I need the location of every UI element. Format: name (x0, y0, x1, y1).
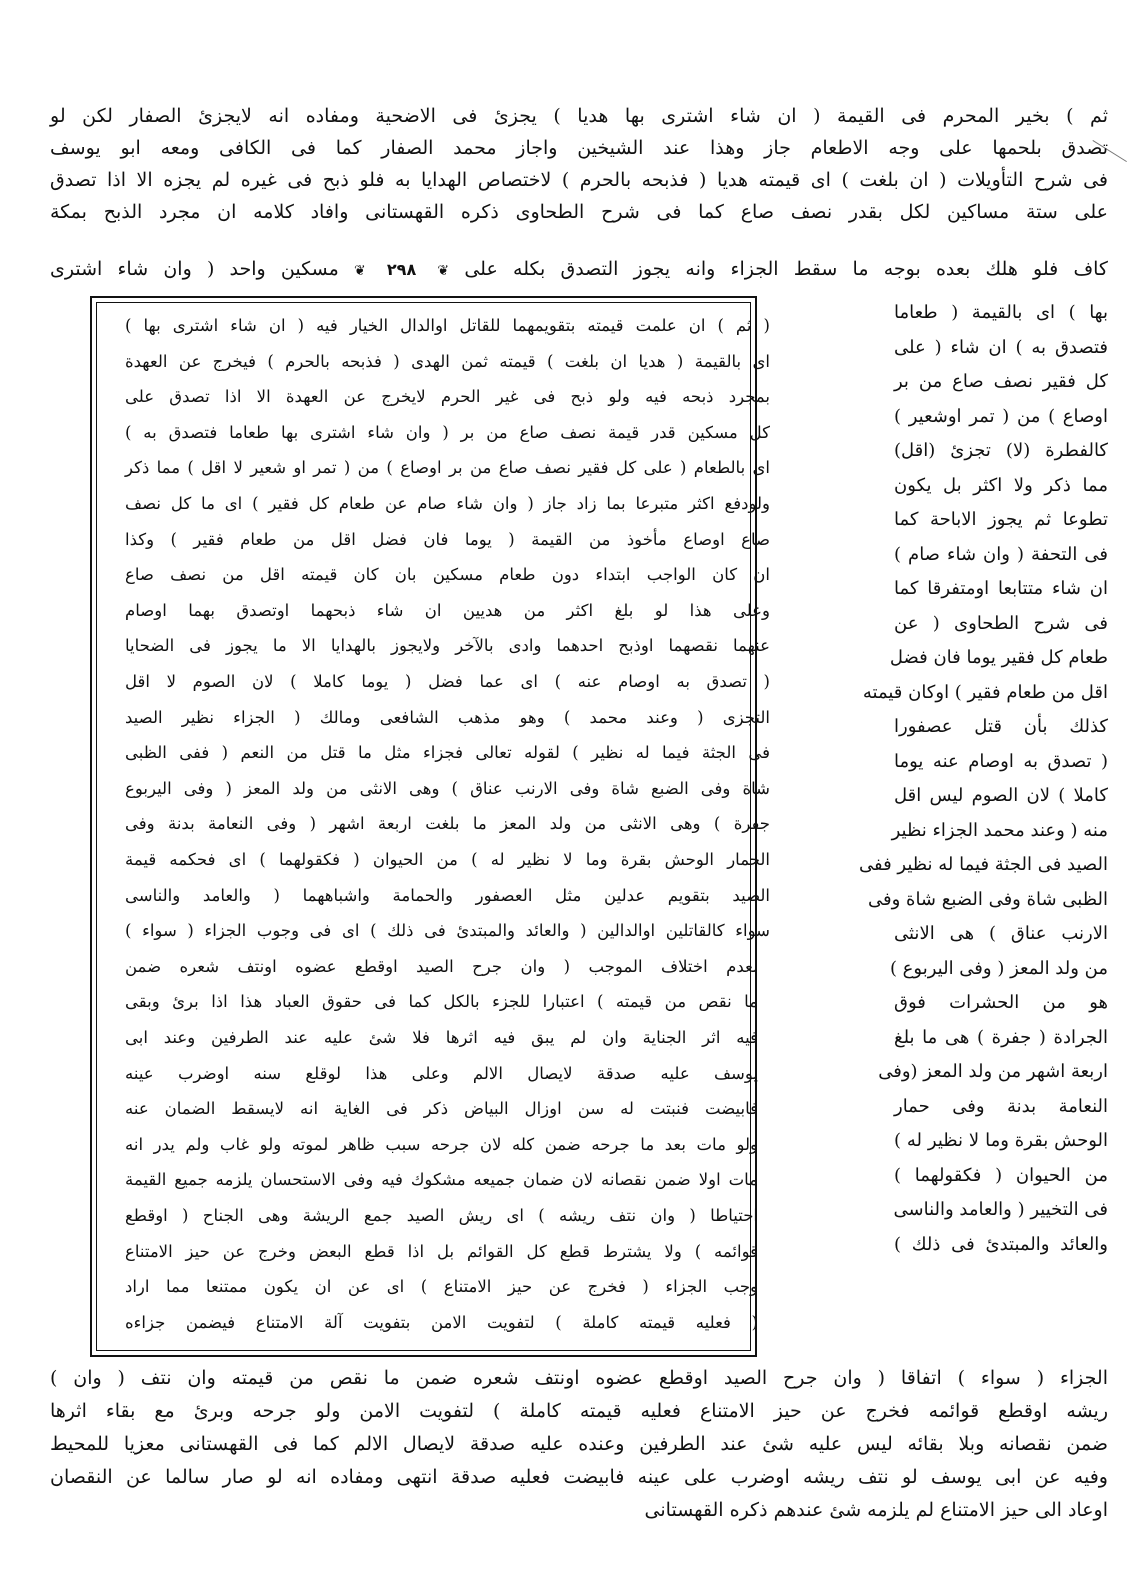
side-text-line: الجرادة ( جفرة ) هى ما بلغ (894, 1026, 1108, 1048)
box-text-line: احتياطا ( وان نتف ريشه ) اى ريش الصيد جمع الريشة وهى الجناح ( اوقطع (125, 1206, 758, 1225)
text-line: على ستة مساكين لكل بقدر نصف صاع كما فى شرح الطحاوى ذكره القهستانى وافاد كلامه ان مجرد الذبح بمكة (50, 201, 1108, 223)
text-line: فى شرح التأويلات ( ان بلغت ) اى قيمته هديا ( فذبحه بالحرم ) لاختصاص الهدايا به فلو ذبح فى غيره لم يجزه الا اذا تصدق (50, 169, 1108, 191)
box-text-line: ( ثم ) ان علمت قيمته بتقويمهما للقاتل اوالدال الخيار فيه ( ان شاء اشترى بها ) (125, 316, 770, 335)
side-text-line: هو من الحشرات فوق (894, 992, 1108, 1013)
ornament-icon: ❦ (353, 263, 366, 279)
box-text-line: الصيد بتقويم عدلين مثل العصفور والحمامة واشباههما ( والعامد والناسى (125, 885, 770, 905)
side-text-line: كالفطرة (لا) تجزئ (اقل) (894, 440, 1108, 461)
box-text-line: فيه اثر الجناية وان لم يبق فيه اثرها فلا شئ عليه عند الطرفين وعند ابى (125, 1028, 758, 1047)
box-text-line: مات اولا ضمن نقصانه لان ضمان جميعه مشكوك فيه وفى الاستحسان يلزمه جميع القيمة (125, 1170, 758, 1190)
side-text-line: النعامة بدنة وفى حمار (894, 1095, 1108, 1117)
side-text-line: والعائد والمبتدئ فى ذلك ) (894, 1233, 1108, 1255)
side-text-line: فى شرح الطحاوى ( عن (894, 612, 1108, 634)
box-text-line: ( تصدق به اوصام عنه ) اى عما فضل ( يوما كاملا ) لان الصوم لا اقل (125, 672, 770, 691)
side-text-line: مما ذكر ولا اكثر بل يكون (894, 474, 1108, 496)
side-text-line: من ولد المعز ( وفى اليربوع ) (889, 957, 1108, 979)
box-text-line: سواء كالقاتلين اوالدالين ( والعائد والمبتدئ فى ذلك ) اى فى وجوب الجزاء ( سواء ) (125, 921, 770, 941)
side-text-line: اوصاع ) من ( تمر اوشعير ) (894, 405, 1108, 427)
box-text-line: صاع اوصاع مأخوذ من القيمة ( يوما فان فضل اقل من طعام فقير ) وكذا (125, 529, 770, 549)
side-text-line: فى التخيير ( والعامد والناسى (893, 1199, 1108, 1220)
box-text-line: جفرة ) وهى الانثى من ولد المعز ما بلغت اربعة اشهر ( وفى النعامة بدنة وفى (125, 814, 770, 834)
side-text-line: الارنب عناق ) هى الانثى (894, 923, 1108, 944)
ornament-icon: ❦ (437, 263, 450, 279)
box-text-line: ( فعليه قيمته كاملة ) لتفويت الامن بتفويت آلة الامتناع فيضمن جزاءه (125, 1312, 758, 1332)
page-number: ٢٩٨ (386, 260, 417, 279)
text-line: اوعاد الى حيز الامتناع لم يلزمه شئ عندهم ذكره القهستانى (644, 1499, 1108, 1521)
box-text-line: الحمار الوحش بقرة وما لا نظير له ) من الحيوان ( فكقولهما ) اى فحكمه قيمة (125, 850, 770, 869)
side-text-line: فتصدق به ) ان شاء ( على (894, 336, 1108, 358)
side-text-line: اربعة اشهر من ولد المعز (وفى (878, 1061, 1108, 1082)
side-text-line: بها ) اى بالقيمة ( طعاما (894, 302, 1108, 323)
box-text-line: وجب الجزاء ( فخرج عن حيز الامتناع ) اى عن ان يكون ممتنعا مما اراد (125, 1277, 758, 1297)
box-text-line: اى بالقيمة ( هديا ان بلغت ) قيمته ثمن الهدى ( فذبحه بالحرم ) فيخرج عن العهدة (125, 351, 770, 371)
box-text-line: ولو مات بعد ما جرحه ضمن كله لان جرحه سبب ظاهر لموته ولو غاب ولم يدر انه (125, 1134, 758, 1154)
box-text-line: ان كان الواجب ابتداء دون طعام مسكين بان كان قيمته اقل من نصف صاع (125, 565, 770, 585)
side-text-line: من الحيوان ( فكقولهما ) (894, 1164, 1108, 1186)
text-line: الجزاء ( سواء ) اتفاقا ( وان جرح الصيد اوقطع عضوه اونتف شعره ضمن ما نقص من قيمته وان نتف ( وان ) (50, 1367, 1108, 1389)
text-line: تصدق بلحمها على وجه الاطعام جاز وهذا عند الشيخين واجاز محمد الصفار كما فى الكافى ومعه ابو يوسف (50, 137, 1108, 159)
side-text-line: فى التحفة ( وان شاء صام ) (894, 543, 1108, 565)
side-text-line: منه ( وعند محمد الجزاء نظير (891, 819, 1108, 841)
box-text-line: قوائمه ) ولا يشترط قطع كل القوائم بل اذا قطع البعض وخرج عن حيز الامتناع (125, 1241, 758, 1261)
box-text-line: فى الجثة فيما له نظير ) لقوله تعالى فجزاء مثل ما قتل من النعم ( ففى الظبى (125, 743, 770, 763)
box-text-line: ما نقص من قيمته ) اعتبارا للجزء بالكل كما فى حقوق العباد هذا اذا برئ وبقى (125, 992, 758, 1012)
box-text-line: وعلى هذا لو بلغ اكثر من هديين ان شاء ذبحهما اوتصدق بهما اوصام (125, 600, 770, 620)
text-line: ثم ) بخير المحرم فى القيمة ( ان شاء اشترى بها هديا ) يجزئ فى الاضحية ومفاده انه لايجزئ الصفار لكن لو (50, 105, 1108, 127)
side-text-line: طعام كل فقير يوما فان فضل (889, 647, 1108, 668)
box-text-line: بمجرد ذبحه فيه ولو ذبح فى غير الحرم لايخرج عن العهدة الا اذا تصدق على (125, 387, 770, 407)
text-run: مسكين واحد ( وان شاء اشترى (50, 258, 339, 280)
box-text-line: ولودفع اكثر متبرعا بما زاد جاز ( وان شاء صام عن طعام كل فقير ) اى ما كل نصف (125, 494, 770, 513)
box-text-line: فابيضت فنبتت له سن اوزال البياض ذكر فى الغاية انه لايسقط الضمان عنه (125, 1099, 758, 1119)
side-text-line: كذلك بأن قتل عصفورا (894, 716, 1108, 737)
box-text-line: لعدم اختلاف الموجب ( وان جرح الصيد اوقطع عضوه اونتف شعره ضمن (125, 956, 758, 976)
side-text-line: ان شاء متتابعا اومتفرقا كما (894, 578, 1108, 599)
side-text-line: ( تصدق به اوصام عنه يوما (894, 750, 1108, 772)
side-text-line: الوحش بقرة وما لا نظير له ) (894, 1130, 1108, 1151)
side-text-line: كاملا ) لان الصوم ليس اقل (894, 785, 1108, 806)
side-text-line: كل فقير نصف صاع من بر (894, 371, 1108, 392)
side-text-line: الصيد فى الجثة فيما له نظير ففى (858, 854, 1108, 875)
text-line: وفيه عن ابى يوسف لو نتف ريشه اوضرب على عينه فابيضت فعليه صدقة انتهى ومفاده انه لو صار سالما عن النقصان (50, 1466, 1108, 1488)
box-text-line: التجزى ( وعند محمد ) وهو مذهب الشافعى ومالك ( الجزاء نظير الصيد (125, 707, 770, 727)
side-text-line: اقل من طعام فقير ) اوكان قيمته (862, 681, 1108, 703)
box-text-line: عنهما نقصهما اوذبح احدهما وادى بالآخر ولايجوز بالهدايا الا ما يجوز فى الضحايا (125, 636, 770, 656)
side-text-line: الظبى شاة وفى الضبع شاة وفى (868, 888, 1108, 910)
text-line: ضمن نقصانه وبلا بقائه ليس عليه شئ عند الطرفين وعنده عليه صدقة لايصال الالم كما فى القهستانى معزيا للمحيط (50, 1433, 1108, 1455)
side-text-line: تطوعا ثم يجوز الاباحة كما (894, 509, 1108, 530)
page-number-line (50, 254, 1108, 285)
text-line: ريشه اوقطع قوائمه فخرج عن حيز الامتناع فعليه قيمته كاملة ) لتفويت الامن ولو جرحه وبرئ مع بقاء اثرها (50, 1400, 1108, 1422)
box-text-line: شاة وفى الضبع شاة وفى الارنب عناق ) وهى الانثى من ولد المعز ( وفى اليربوع (125, 778, 770, 798)
box-text-line: اى بالطعام ( على كل فقير نصف صاع من بر اوصاع ) من ( تمر او شعير لا اقل ) مما ذكر (125, 458, 770, 478)
text-run: كاف فلو هلك بعده بوجه ما سقط الجزاء وانه يجوز التصدق بكله على (464, 258, 1108, 280)
box-text-line: كل مسكين قدر قيمة نصف صاع من بر ( وان شاء اشترى بها طعاما فتصدق به ) (125, 422, 770, 442)
box-text-line: يوسف عليه صدقة لايصال الالم وعلى هذا لوقلع سنه اوضرب عينه (125, 1063, 758, 1083)
